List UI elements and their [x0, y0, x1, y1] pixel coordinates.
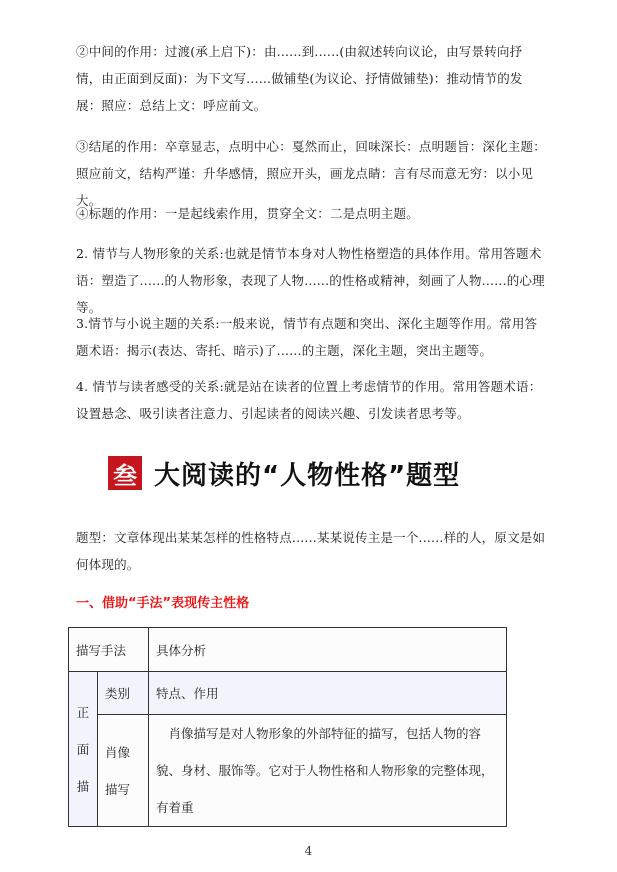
- question-type-text: 题型：文章体现出某某怎样的性格特点......某某说传主是一个......样的人，原文是如何体现的。: [76, 530, 546, 572]
- category-label-cell: [98, 672, 149, 715]
- paragraph-ending-function: ③结尾的作用：卒章显志，点明中心：戛然而止，回味深长：点明题旨：深化主题：照应前文，结构严谨：升华感情，照应开头，画龙点睛：言有尽而意无穷：以小见大。: [76, 139, 546, 208]
- table-row: [69, 672, 507, 715]
- paragraph-title-function: ④标题的作用：一是起线索作用，贯穿全文：二是点明主题。: [76, 206, 419, 221]
- portrait-description: 肖像描写是对人物形象的外部特征的描写，包括人物的容貌、身材、服饰等。它对于人物性格和人物形象的完整体现，有着重: [156, 726, 494, 815]
- side-label-cell: [69, 672, 98, 827]
- side-label-char: 面: [76, 741, 90, 757]
- header-method-label: 描写手法: [76, 642, 127, 658]
- paragraph-plot-character: 2. 情节与人物形象的关系:也就是情节本身对人物性格塑造的具体作用。常用答题术语：塑造了......的人物形象，表现了人物......的性格或精神，刻画了人物......的心理等。: [76, 246, 545, 315]
- description-method-table: [68, 627, 507, 827]
- portrait-label-line: 肖像: [105, 744, 131, 760]
- paragraph-middle-function: ②中间的作用：过渡(承上启下)：由......到......(由叙述转向议论，由写景转向抒情，由正面到反面)：为下文写......做铺垫(为议论、抒情做铺垫)：推动情节的发展：照应：总结上文：呼应前文。: [76, 44, 523, 113]
- side-label-char: 描: [76, 778, 90, 794]
- section-heading: [108, 455, 460, 491]
- header-analysis-cell: [149, 628, 507, 672]
- portrait-label-cell: [98, 715, 149, 827]
- table-row: [69, 715, 507, 827]
- portrait-description-cell: [149, 715, 507, 827]
- paragraph-plot-theme: 3.情节与小说主题的关系:一般来说，情节有点题和突出、深化主题等作用。常用答题术语：揭示(表达、寄托、暗示)了......的主题，深化主题，突出主题等。: [76, 316, 538, 358]
- portrait-label-line: 描写: [105, 781, 131, 797]
- header-analysis-label: 具体分析: [156, 642, 207, 658]
- category-value: 特点、作用: [156, 686, 219, 701]
- table-header-row: [69, 628, 507, 672]
- paragraph-plot-reader: 4. 情节与读者感受的关系:就是站在读者的位置上考虑情节的作用。常用答题术语：设置悬念、吸引读者注意力、引起读者的阅读兴趣、引发读者思考等。: [76, 379, 542, 421]
- side-label-char: 正: [76, 704, 90, 720]
- header-method-cell: [69, 628, 149, 672]
- section-title: 大阅读的“人物性格”题型: [154, 460, 461, 491]
- category-value-cell: [149, 672, 507, 715]
- section-number-badge: 叁: [108, 456, 142, 490]
- page-number: 4: [304, 844, 313, 858]
- subheading: 一、借助“手法”表现传主性格: [76, 596, 250, 611]
- category-label: 类别: [105, 686, 131, 701]
